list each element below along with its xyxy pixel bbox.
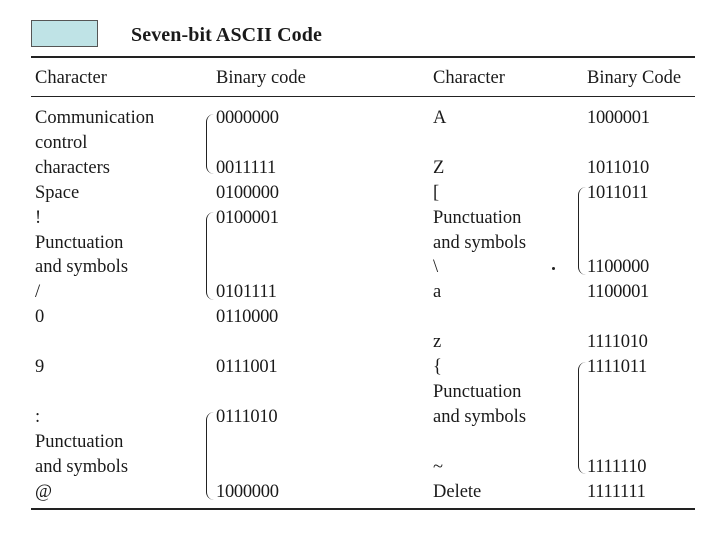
character-cell: Delete [433,482,482,502]
range-brace-control [206,114,214,174]
character-cell: ~ [433,457,444,477]
character-cell: Punctuation [433,382,522,402]
table-bottom-rule [31,508,695,510]
character-cell: A [433,108,447,128]
character-cell: { [433,357,442,377]
character-cell: Communication [35,108,155,128]
binary-code-cell: 0100000 [216,183,279,203]
character-cell: and symbols [35,457,129,477]
binary-code-cell: 1100000 [587,257,649,277]
header-binary-left: Binary code [216,68,306,88]
binary-code-cell: 1111011 [587,357,647,377]
header-character-left: Character [35,68,107,88]
binary-code-cell: 1000001 [587,108,650,128]
character-cell: 9 [35,357,45,377]
binary-code-cell: 1111110 [587,457,647,477]
header-binary-right: Binary Code [587,68,682,88]
character-cell: ! [35,208,42,228]
character-cell: Space [35,183,80,203]
range-brace-punctuation-3 [578,187,586,275]
title-color-swatch [31,20,98,47]
character-cell: and symbols [35,257,129,277]
character-cell: and symbols [433,233,527,253]
character-cell: a [433,282,442,302]
page-title: Seven-bit ASCII Code [131,24,322,46]
binary-code-cell: 0000000 [216,108,279,128]
stray-dot [552,267,555,270]
character-cell: characters [35,158,110,178]
binary-code-cell: 1100001 [587,282,649,302]
character-cell: and symbols [433,407,527,427]
binary-code-cell: 1000000 [216,482,279,502]
binary-code-cell: 0110000 [216,307,278,327]
character-cell: 0 [35,307,45,327]
binary-code-cell: 1011010 [587,158,649,178]
character-cell: Punctuation [35,233,124,253]
binary-code-cell: 1111010 [587,332,648,352]
header-character-right: Character [433,68,505,88]
character-cell: Punctuation [35,432,124,452]
binary-code-cell: 0111001 [216,357,278,377]
character-cell: control [35,133,88,153]
range-brace-punctuation-4 [578,362,586,474]
table-top-rule [31,56,695,58]
character-cell: Punctuation [433,208,522,228]
binary-code-cell: 0011111 [216,158,276,178]
range-brace-punctuation-2 [206,412,214,500]
range-brace-punctuation-1 [206,212,214,300]
character-cell: @ [35,482,53,502]
character-cell: Z [433,158,445,178]
character-cell: z [433,332,442,352]
binary-code-cell: 1111111 [587,482,646,502]
binary-code-cell: 0111010 [216,407,278,427]
character-cell: : [35,407,41,427]
binary-code-cell: 0101111 [216,282,277,302]
binary-code-cell: 1011011 [587,183,649,203]
character-cell: \ [433,257,439,277]
character-cell: / [35,282,41,302]
table-header-rule [31,96,695,97]
character-cell: [ [433,183,440,203]
binary-code-cell: 0100001 [216,208,279,228]
